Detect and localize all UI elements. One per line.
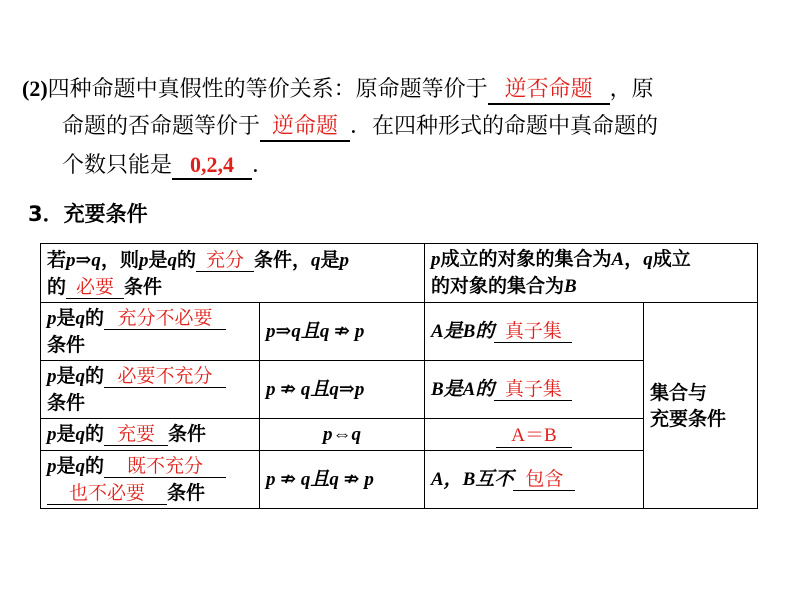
item-number: (2): [22, 76, 48, 101]
header-condition-cell: 若p⇒q，则p是q的 充分 条件，q是p 的 必要 条件: [41, 244, 425, 303]
relation-cell: p⇔q: [260, 419, 425, 451]
relation-cell: p ⇏ q且q⇒p: [260, 361, 425, 419]
paragraph-line-2: 命题的否命题等价于 逆命题 ．在四种形式的命题中真命题的: [62, 109, 658, 142]
answer-blank: 逆否命题: [488, 77, 610, 105]
set-cell: A，B互不 包含: [425, 451, 644, 509]
condition-cell: p是q的 充分不必要 条件: [41, 303, 260, 361]
paragraph-line-3: 个数只能是 0,2,4 ．: [62, 152, 275, 178]
paragraph-line-1: (2)四种命题中真假性的等价关系：原命题等价于 逆否命题 ，原: [22, 72, 654, 105]
answer-blank: 0,2,4: [172, 152, 252, 180]
relation-cell: p⇒q且q ⇏ p: [260, 303, 425, 361]
section-heading: 3．充要条件: [28, 202, 148, 226]
header-set-cell: p成立的对象的集合为A，q成立 的对象的集合为B: [425, 244, 758, 303]
table-header-row: [41, 244, 758, 303]
answer-blank: 逆命题: [260, 114, 350, 142]
condition-cell: p是q的 既不充分 也不必要 条件: [41, 451, 260, 509]
condition-cell: p是q的 必要不充分 条件: [41, 361, 260, 419]
side-label-cell: 集合与 充要条件: [644, 303, 758, 509]
set-cell: B是A的 真子集: [425, 361, 644, 419]
condition-cell: p是q的 充要 条件: [41, 419, 260, 451]
set-cell: A＝B: [425, 419, 644, 451]
table-row: [41, 303, 758, 361]
set-cell: A是B的 真子集: [425, 303, 644, 361]
sufficient-necessary-table: [40, 243, 758, 509]
relation-cell: p ⇏ q且q ⇏ p: [260, 451, 425, 509]
